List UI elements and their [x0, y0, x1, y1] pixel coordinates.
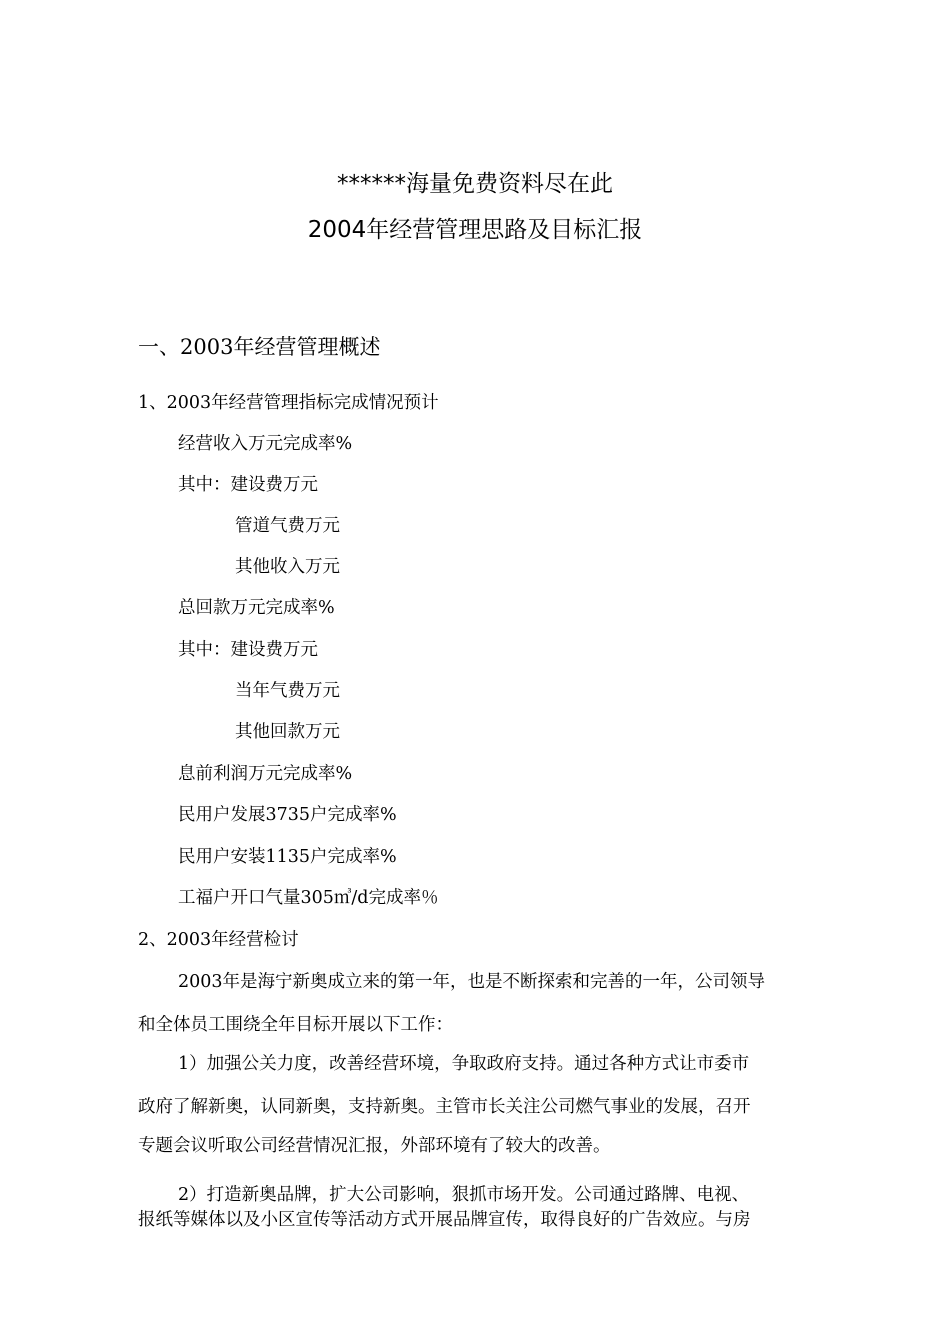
- indicator-line: 其他收入万元: [235, 557, 340, 577]
- indicator-line: 总回款万元完成率%: [178, 598, 335, 618]
- sub2-heading: 2、2003年经营检讨: [138, 930, 299, 950]
- indicator-line: 当年气费万元: [235, 681, 340, 701]
- indicator-line: 其中：建设费万元: [178, 640, 318, 660]
- indicator-line: 民用户发展3735户完成率%: [178, 805, 397, 825]
- paragraph-line: 2003年是海宁新奥成立来的第一年，也是不断探索和完善的一年，公司领导: [178, 972, 766, 992]
- indicator-line: 息前利润万元完成率%: [178, 764, 353, 784]
- paragraph-line: 报纸等媒体以及小区宣传等活动方式开展品牌宣传，取得良好的广告效应。与房: [138, 1210, 751, 1230]
- doc-title-line1: ******海量免费资料尽在此: [337, 171, 613, 197]
- indicator-line: 其他回款万元: [235, 722, 340, 742]
- paragraph-line: 政府了解新奥，认同新奥，支持新奥。主管市长关注公司燃气事业的发展，召开: [138, 1097, 751, 1117]
- paragraph-line: 2）打造新奥品牌，扩大公司影响，狠抓市场开发。公司通过路牌、电视、: [178, 1185, 750, 1205]
- indicator-line: 民用户安装1135户完成率%: [178, 847, 397, 867]
- paragraph-line: 和全体员工围绕全年目标开展以下工作：: [138, 1015, 453, 1035]
- section1-heading: 一、2003年经营管理概述: [138, 335, 381, 359]
- indicator-line: 工福户开口气量305㎥/d完成率％: [178, 888, 439, 908]
- paragraph-line: 专题会议听取公司经营情况汇报，外部环境有了较大的改善。: [138, 1136, 611, 1156]
- indicator-line: 管道气费万元: [235, 516, 340, 536]
- doc-title-line2: 2004年经营管理思路及目标汇报: [307, 217, 643, 243]
- indicator-line: 其中：建设费万元: [178, 475, 318, 495]
- indicator-line: 经营收入万元完成率%: [178, 434, 353, 454]
- sub1-heading: 1、2003年经营管理指标完成情况预计: [138, 393, 439, 413]
- paragraph-line: 1）加强公关力度，改善经营环境，争取政府支持。通过各种方式让市委市: [178, 1054, 750, 1074]
